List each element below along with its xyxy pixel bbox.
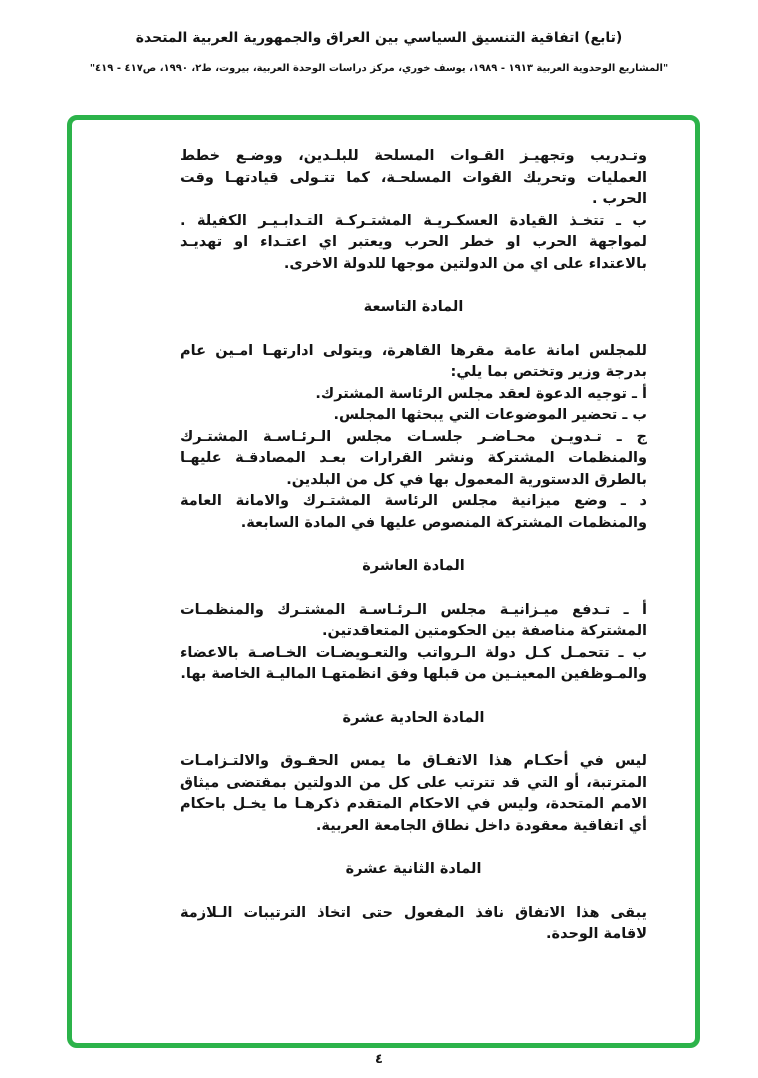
document-title: (تابع) اتفاقية التنسيق السياسي بين العراق والجمهورية العربية المتحدة bbox=[135, 30, 623, 46]
list-item-jeem: ج ـ تـدويـن محـاضـر جلسـات مجلس الـرئـاسـة المشتـرك والمنظمات المشتركة ونشر القرارات بعـد المصادقـة عليهـا بالطرق الدستورية المعمول بها في كل من البلدين. bbox=[180, 428, 647, 488]
body-paragraph-continuation: وتـدريب وتجهيـز القـوات المسلحة للبلـدين، ووضـع خطط العمليات وتحريك القوات المسلحـة، كما تتـولى قيادتهـا وقت الحرب . bbox=[180, 148, 647, 207]
body-paragraph-secretariat: للمجلس امانة عامة مقرها القاهرة، ويتولى ادارتهـا امـين عام بدرجة وزير وتختص بما يلي: bbox=[180, 342, 647, 380]
document-citation: "المشاريع الوحدوية العربية ١٩١٣ - ١٩٨٩، يوسف خوري، مركز دراسات الوحدة العربية، بيروت، ط٢، ١٩٩٠، ص٤١٧ - ٤١٩" bbox=[89, 63, 669, 74]
list-item-a-budget: أ ـ تـدفع ميـزانيـة مجلس الـرئـاسـة المشتـرك والمنظمـات المشتركة مناصفة بين الحكومتين المتعاقدتين. bbox=[180, 601, 647, 639]
content-frame bbox=[67, 115, 700, 1048]
body-paragraph-validity: يبقى هذا الاتفاق نافذ المفعول حتى اتخاذ الترتيبات الـلازمة لاقامة الوحدة. bbox=[180, 904, 647, 942]
page-header bbox=[0, 0, 758, 74]
article-heading-twelfth: المادة الثانية عشرة bbox=[345, 861, 482, 877]
article-heading-eleventh: المادة الحادية عشرة bbox=[342, 709, 485, 726]
list-item-dal: د ـ وضع ميزانية مجلس الرئاسة المشتـرك والامانة العامة والمنظمات المشتركة المنصوص عليها في المادة السابعة. bbox=[180, 493, 647, 531]
list-item-a: أ ـ توجيه الدعوة لعقد مجلس الرئاسة المشترك. bbox=[315, 385, 647, 402]
article-heading-tenth: المادة العاشرة bbox=[362, 558, 465, 574]
body-paragraph-clause-b: ب ـ تتخـذ القيادة العسكـريـة المشتـركـة التـدابـيـر الكفيلة . لمواجهة الحرب او خطر الحرب ويعتبر اي اعتـداء او تهديـد بالاعتداء على اي من الدولتين موجها للدولة الاخرى. bbox=[180, 212, 647, 272]
page-number: ٤ bbox=[375, 1052, 383, 1067]
list-item-b-salaries: ب ـ تتحمـل كـل دولة الـرواتب والتعـويضـات الخـاصـة بالاعضاء والمـوظفين المعينـين من قبلها وفق انظمتهـا الماليـة الخاصة بها. bbox=[180, 644, 647, 682]
list-item-b: ب ـ تحضير الموضوعات التي يبحثها المجلس. bbox=[333, 407, 647, 423]
body-paragraph-obligations: ليس في أحكـام هذا الاتفـاق ما يمس الحقـوق والالتـزامـات المترتبة، أو التي قد تترتب على كل من الدولتين بمقتضى ميثاق الامم المتحدة، وليس في الاحكام المتقدم ذكرهـا ما يخـل باحكام أي اتفاقية معقودة داخل نطاق الجامعة العربية. bbox=[180, 753, 647, 834]
article-heading-ninth: المادة التاسعة bbox=[363, 299, 464, 315]
